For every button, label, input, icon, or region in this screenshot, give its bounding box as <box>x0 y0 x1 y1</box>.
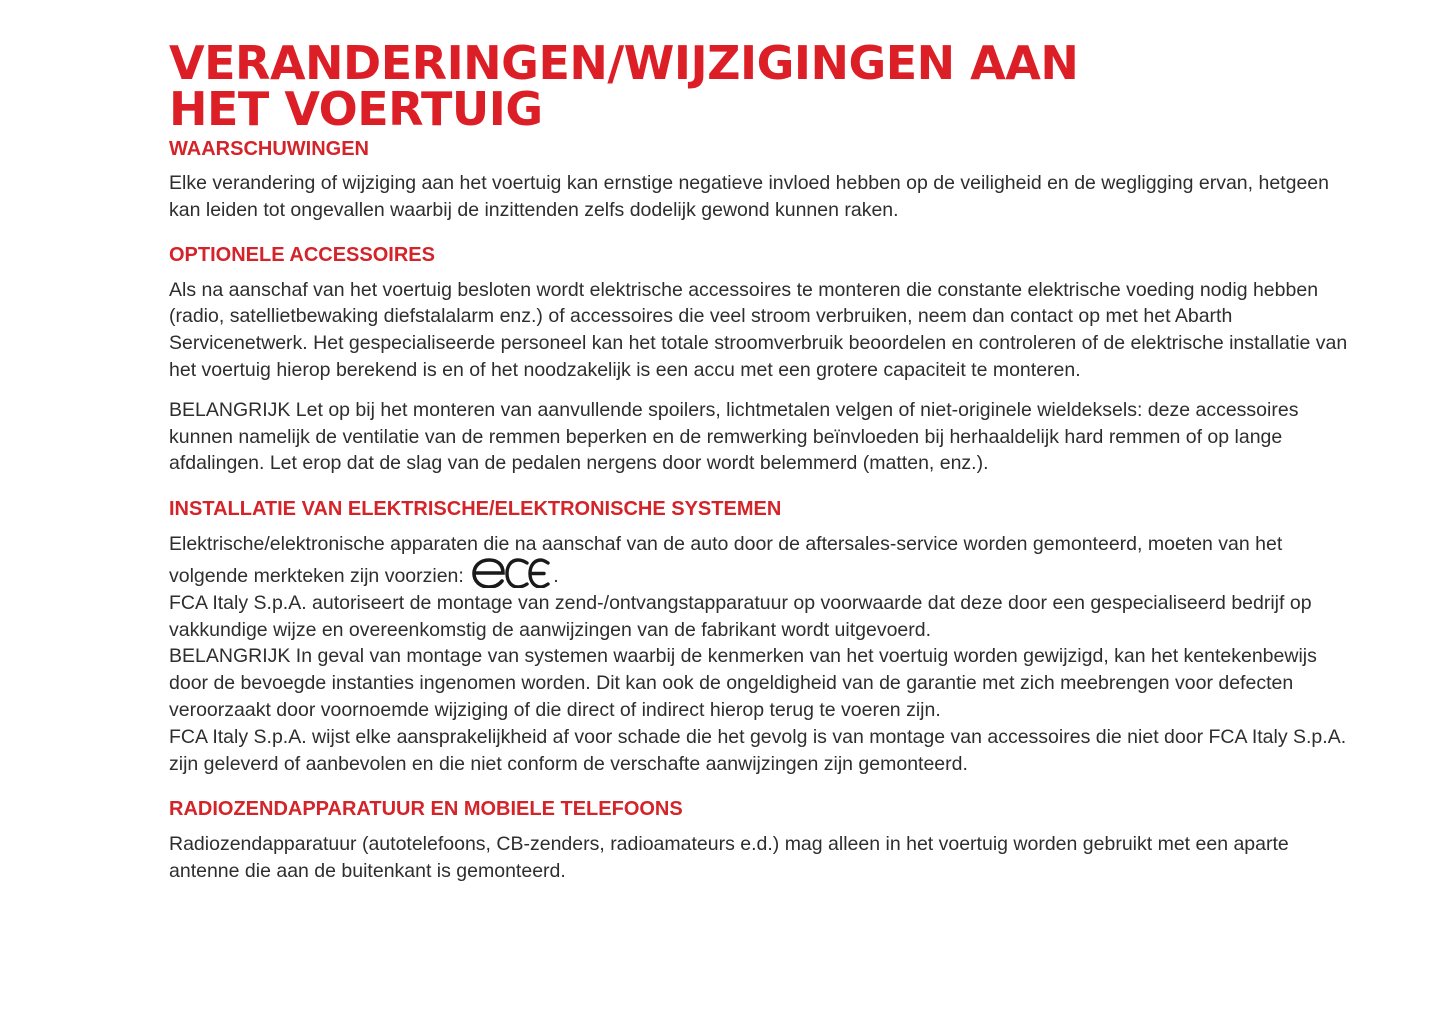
installation-heading: INSTALLATIE VAN ELEKTRISCHE/ELEKTRONISCHE SYSTEMEN <box>169 498 782 521</box>
radio-text: Radiozendapparatuur (autotelefoons, CB-zenders, radioamateurs e.d.) mag alleen in het voertuig worden gebruikt met een aparte antenne die aan de buitenkant is gemonteerd. <box>169 833 1289 883</box>
installation-paragraph-1 <box>169 531 1349 590</box>
accessories-paragraph-2: BELANGRIJK Let op bij het monteren van aanvullende spoilers, lichtmetalen velgen of niet-originele wieldeksels: deze accessoires kunnen namelijk de ventilatie van de remmen beperken en de remwerking beïnvloeden bij herhaaldelijk hard remmen of op lange afdalingen. Let erop dat de slag van de pedalen nergens door wordt belemmerd (matten, enz.). <box>169 398 1299 475</box>
installation-section <box>169 496 1349 777</box>
page-title-line-1: VERANDERINGEN/WIJZIGINGEN AAN <box>169 36 1079 90</box>
installation-paragraph-4: FCA Italy S.p.A. wijst elke aansprakelijkheid af voor schade die het gevolg is van montage van accessoires die niet door FCA Italy S.p.A. zijn geleverd of aanbevolen en die niet conform de verschafte aanwijzingen zijn gemonteerd. <box>169 725 1347 775</box>
warnings-heading: WAARSCHUWINGEN <box>169 138 369 160</box>
warnings-text: Elke verandering of wijziging aan het voertuig kan ernstige negatieve invloed hebben op de veiligheid en de wegligging ervan, hetgeen kan leiden tot ongevallen waarbij de inzittenden zelfs dodelijk gewond kunnen raken. <box>169 172 1329 221</box>
ece-mark-icon <box>471 558 551 588</box>
installation-paragraph-1-end: . <box>553 564 559 587</box>
installation-paragraph-2: FCA Italy S.p.A. autoriseert de montage van zend-/ontvangstapparatuur op voorwaarde dat deze door een gespecialiseerd bedrijf op vakkundige wijze en overeenkomstig de aanwijzingen van de fabrikant wordt uitgevoerd. <box>169 591 1312 641</box>
accessories-paragraph-1: Als na aanschaf van het voertuig besloten wordt elektrische accessoires te monteren die constante elektrische voeding nodig hebben (radio, satellietbewaking diefstalalarm enz.) of accessoires die veel stroom verbruiken, neem dan contact op met het Abarth Servicenetwerk. Het gespecialiseerde personeel kan het totale stroomverbruik beoordelen en controleren of de elektrische installatie van het voertuig hierop berekend is en of het noodzakelijk is een accu met een grotere capaciteit te monteren. <box>169 278 1348 381</box>
accessories-heading: OPTIONELE ACCESSOIRES <box>169 243 435 266</box>
radio-heading: RADIOZENDAPPARATUUR EN MOBIELE TELEFOONS <box>169 798 683 821</box>
accessories-section <box>169 242 1349 478</box>
warnings-section <box>169 136 1349 224</box>
page-title <box>169 36 1349 136</box>
radio-section <box>169 796 1349 885</box>
installation-paragraph-1-text: Elektrische/elektronische apparaten die na aanschaf van de auto door de aftersales-service worden gemonteerd, moeten van het volgende merkteken zijn voorzien: <box>169 533 1283 587</box>
page-title-line-2: HET VOERTUIG <box>169 82 543 136</box>
installation-paragraph-3: BELANGRIJK In geval van montage van systemen waarbij de kenmerken van het voertuig worden gewijzigd, kan het kentekenbewijs door de bevoegde instanties ingenomen worden. Dit kan ook de ongeldigheid van de garantie met zich meebrengen voor defecten veroorzaakt door voornoemde wijziging of die direct of indirect hierop terug te voeren zijn. <box>169 645 1317 721</box>
document-page <box>169 36 1349 885</box>
